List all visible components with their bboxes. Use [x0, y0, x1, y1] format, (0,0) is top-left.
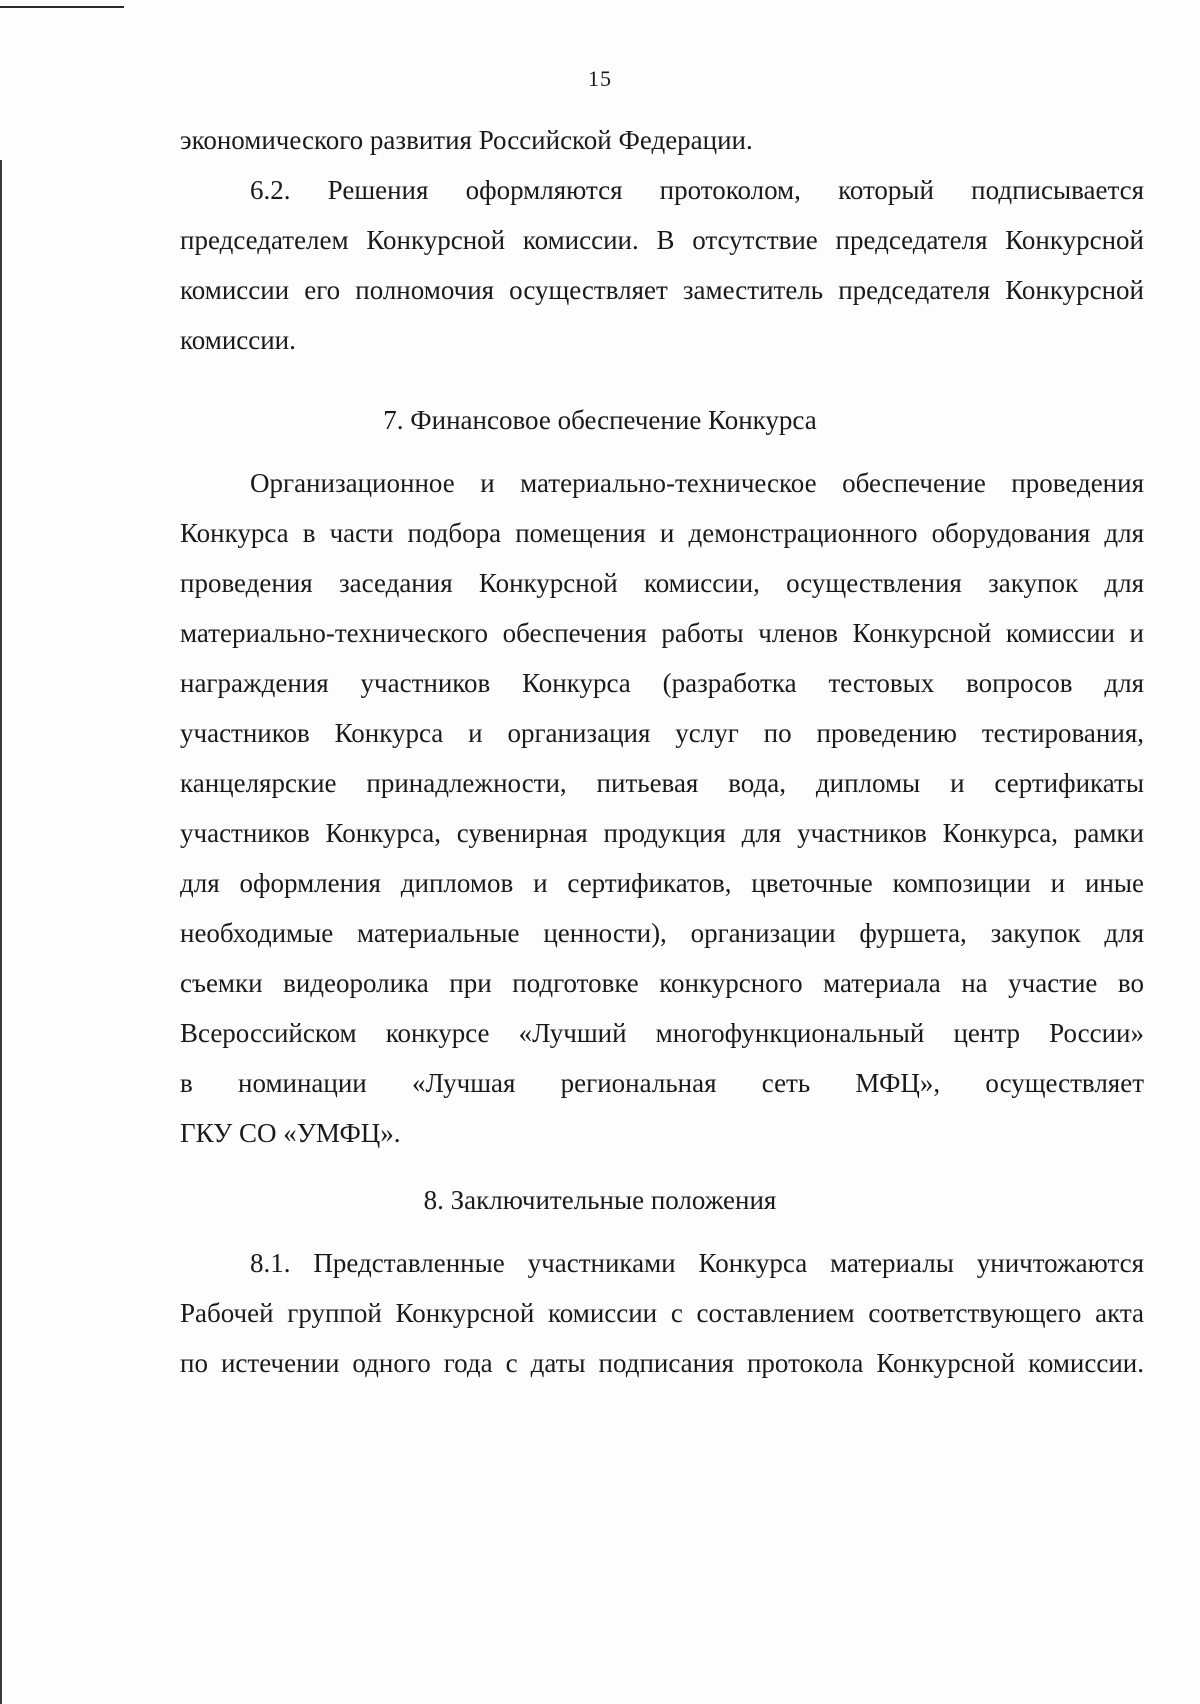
text-line: 6.2. Решения оформляются протоколом, который подписывается: [250, 175, 1144, 205]
text-line: материально-технического обеспечения работы членов Конкурсной комиссии и: [180, 618, 1144, 648]
section-8-heading: 8. Заключительные положения: [423, 1185, 777, 1215]
scan-artifact-line: [0, 6, 124, 8]
text-line: по истечении одного года с даты подписания протокола Конкурсной комиссии.: [180, 1348, 1144, 1378]
text-line: Конкурса в части подбора помещения и демонстрационного оборудования для: [180, 518, 1144, 548]
scan-edge-shadow: [0, 160, 2, 1704]
text-line: необходимые материальные ценности), организации фуршета, закупок для: [180, 918, 1144, 948]
section-8-paragraph: [180, 1238, 1144, 1388]
text-line: комиссии его полномочия осуществляет заместитель председателя Конкурсной: [180, 275, 1144, 305]
text-line: награждения участников Конкурса (разработка тестовых вопросов для: [180, 668, 1144, 698]
page-number: 15: [588, 66, 612, 91]
text-line: комиссии.: [180, 325, 296, 355]
text-line: председателем Конкурсной комиссии. В отсутствие председателя Конкурсной: [180, 225, 1144, 255]
text-line: канцелярские принадлежности, питьевая вода, дипломы и сертификаты: [180, 768, 1144, 798]
text-line: ГКУ СО «УМФЦ».: [180, 1118, 401, 1148]
text-line: 8.1. Представленные участниками Конкурса материалы уничтожаются: [250, 1248, 1144, 1278]
text-line: для оформления дипломов и сертификатов, цветочные композиции и иные: [180, 868, 1144, 898]
text-line: проведения заседания Конкурсной комиссии, осуществления закупок для: [180, 568, 1144, 598]
text-line: участников Конкурса, сувенирная продукция для участников Конкурса, рамки: [180, 818, 1144, 848]
text-line: участников Конкурса и организация услуг по проведению тестирования,: [180, 718, 1144, 748]
text-line: съемки видеоролика при подготовке конкурсного материала на участие во: [180, 968, 1144, 998]
section-7-paragraph: [180, 458, 1144, 1158]
text-line: Всероссийском конкурсе «Лучший многофункциональный центр России»: [180, 1018, 1144, 1048]
text-line: Организационное и материально-техническое обеспечение проведения: [250, 468, 1144, 498]
text-line: Рабочей группой Конкурсной комиссии с составлением соответствующего акта: [180, 1298, 1144, 1328]
text-line: в номинации «Лучшая региональная сеть МФЦ», осуществляет: [180, 1068, 1144, 1098]
section-6-paragraph: [180, 115, 1144, 365]
text-line: экономического развития Российской Федерации.: [180, 125, 753, 155]
section-7-heading: 7. Финансовое обеспечение Конкурса: [383, 405, 817, 435]
